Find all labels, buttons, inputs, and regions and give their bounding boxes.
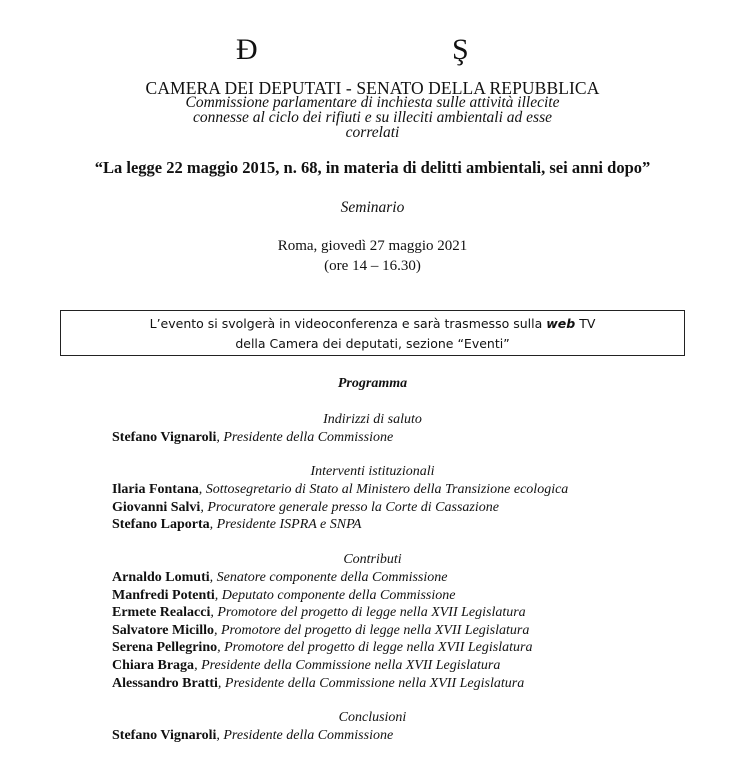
speaker-list — [112, 569, 532, 692]
notice-line-1 — [61, 314, 684, 334]
speaker-name: Serena Pellegrino — [112, 640, 218, 656]
notice-line-2: della Camera dei deputati, sezione “Eventi” — [235, 336, 510, 351]
speaker-row — [112, 604, 532, 622]
speaker-role: , Sottosegretario di Stato al Ministero della Transizione ecologica — [198, 482, 569, 497]
speaker-role: , Presidente della Commissione — [216, 430, 394, 445]
speaker-name: Chiara Braga — [112, 657, 195, 673]
section-title: Conclusioni — [338, 710, 407, 725]
speaker-role: , Promotore del progetto di legge nella XVII Legislatura — [214, 622, 530, 638]
speaker-row — [112, 675, 532, 693]
speaker-name: Stefano Vignaroli — [112, 430, 217, 445]
notice-text: TV — [575, 316, 596, 331]
speaker-row — [112, 516, 568, 534]
institution-heading: CAMERA DEI DEPUTATI - SENATO DELLA REPUBBLICA — [145, 78, 600, 98]
speaker-name: Ilaria Fontana — [112, 482, 199, 497]
speaker-row — [112, 499, 568, 517]
speaker-row — [112, 587, 532, 605]
event-time: (ore 14 – 16.30) — [324, 258, 421, 274]
speaker-name: Stefano Laporta — [112, 517, 210, 533]
event-datetime — [0, 236, 745, 276]
speaker-role: , Presidente della Commissione — [216, 728, 394, 743]
speaker-name: Ermete Realacci — [112, 605, 211, 621]
speaker-name: Salvatore Micillo — [112, 622, 214, 638]
speaker-role: , Promotore del progetto di legge nella XVII Legislatura — [217, 640, 533, 656]
program-heading: Programma — [337, 376, 408, 391]
event-date: Roma, giovedì 27 maggio 2021 — [277, 238, 468, 254]
speaker-row — [112, 429, 393, 447]
speaker-name: Giovanni Salvi — [112, 499, 201, 515]
section-title: Contributi — [343, 552, 402, 567]
commission-line: Commissione parlamentare di inchiesta sulle attività illecite — [185, 94, 560, 111]
speaker-row — [112, 727, 393, 745]
commission-line: connesse al ciclo dei rifiuti e su illeciti ambientali ad esse — [192, 109, 552, 126]
event-type: Seminario — [340, 199, 405, 216]
notice-text: L’evento si svolgerà in videoconferenza e sarà trasmesso sulla — [149, 316, 547, 331]
speaker-list — [112, 429, 393, 447]
speaker-row — [112, 639, 532, 657]
section-title: Indirizzi di saluto — [323, 412, 422, 427]
event-title: “La legge 22 maggio 2015, n. 68, in materia di delitti ambientali, sei anni dopo” — [94, 158, 651, 177]
speaker-row — [112, 569, 532, 587]
speaker-role: , Presidente ISPRA e SNPA — [209, 517, 362, 533]
camera-logo: Ð — [236, 33, 258, 66]
speaker-name: Stefano Vignaroli — [112, 728, 217, 743]
speaker-role: , Deputato componente della Commissione — [214, 587, 456, 603]
speaker-name: Manfredi Potenti — [112, 587, 215, 603]
notice-box — [60, 310, 685, 356]
commission-line: correlati — [345, 124, 400, 141]
senato-logo: Ş — [452, 33, 469, 66]
notice-web: web — [546, 316, 576, 331]
speaker-row — [112, 481, 568, 499]
speaker-list — [112, 727, 393, 745]
speaker-name: Alessandro Bratti — [112, 675, 218, 691]
speaker-role: , Presidente della Commissione nella XVII Legislatura — [194, 657, 501, 673]
commission-name — [0, 95, 745, 140]
speaker-role: , Presidente della Commissione nella XVII Legislatura — [217, 675, 525, 691]
speaker-role: , Procuratore generale presso la Corte di Cassazione — [200, 499, 499, 515]
speaker-list — [112, 481, 568, 534]
speaker-role: , Senatore componente della Commissione — [209, 570, 448, 585]
speaker-name: Arnaldo Lomuti — [112, 570, 210, 585]
section-title: Interventi istituzionali — [310, 464, 435, 479]
speaker-role: , Promotore del progetto di legge nella XVII Legislatura — [210, 605, 526, 621]
speaker-row — [112, 622, 532, 640]
speaker-row — [112, 657, 532, 675]
